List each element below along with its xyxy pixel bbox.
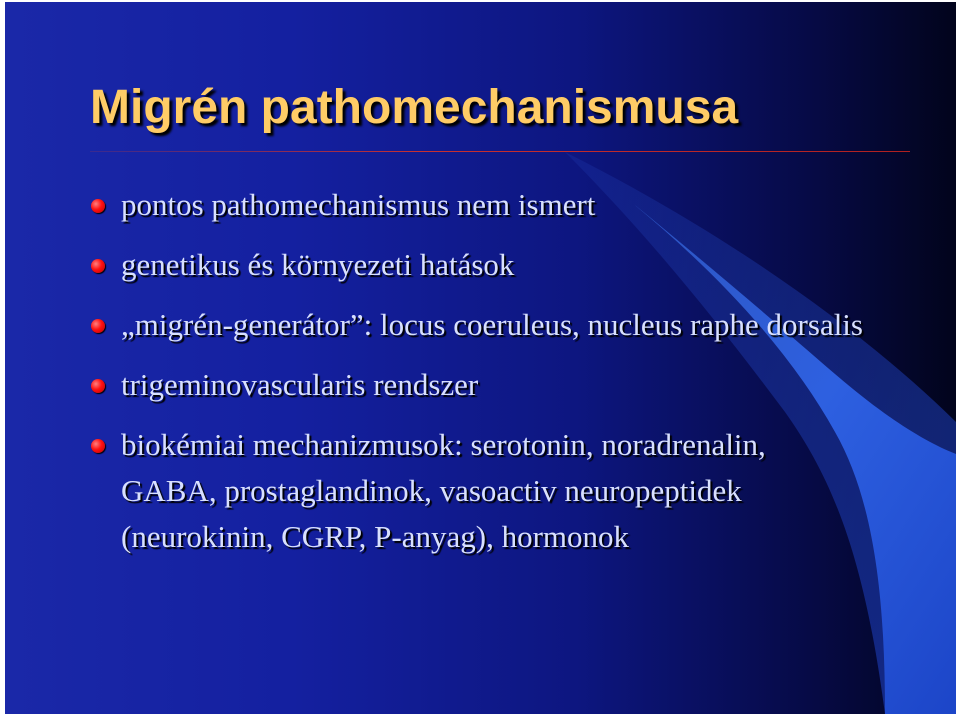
bullet-dot-icon: [91, 439, 105, 453]
slide-title: Migrén pathomechanismusa: [90, 81, 739, 134]
title-underline: [90, 151, 910, 152]
bullet-item: [87, 182, 867, 228]
slide: [5, 2, 956, 714]
bullet-text: „migrén-generátor”: locus coeruleus, nucleus raphe dorsalis: [121, 307, 863, 342]
bullet-dot-icon: [91, 319, 105, 333]
bullet-text: pontos pathomechanismus nem ismert: [121, 187, 596, 222]
bullet-text: genetikus és környezeti hatások: [121, 247, 515, 282]
bullet-item: [87, 302, 867, 348]
bullet-item: [87, 422, 867, 560]
bullet-text: trigeminovascularis rendszer: [121, 367, 479, 402]
bullet-text: biokémiai mechanizmusok: serotonin, noradrenalin, GABA, prostaglandinok, vasoactiv neuropeptidek (neurokinin, CGRP, P-anyag), hormonok: [121, 427, 766, 554]
bullet-item: [87, 242, 867, 288]
bullet-dot-icon: [91, 199, 105, 213]
bullet-item: [87, 362, 867, 408]
bullet-dot-icon: [91, 379, 105, 393]
bullet-dot-icon: [91, 259, 105, 273]
bullet-list: [87, 182, 867, 560]
